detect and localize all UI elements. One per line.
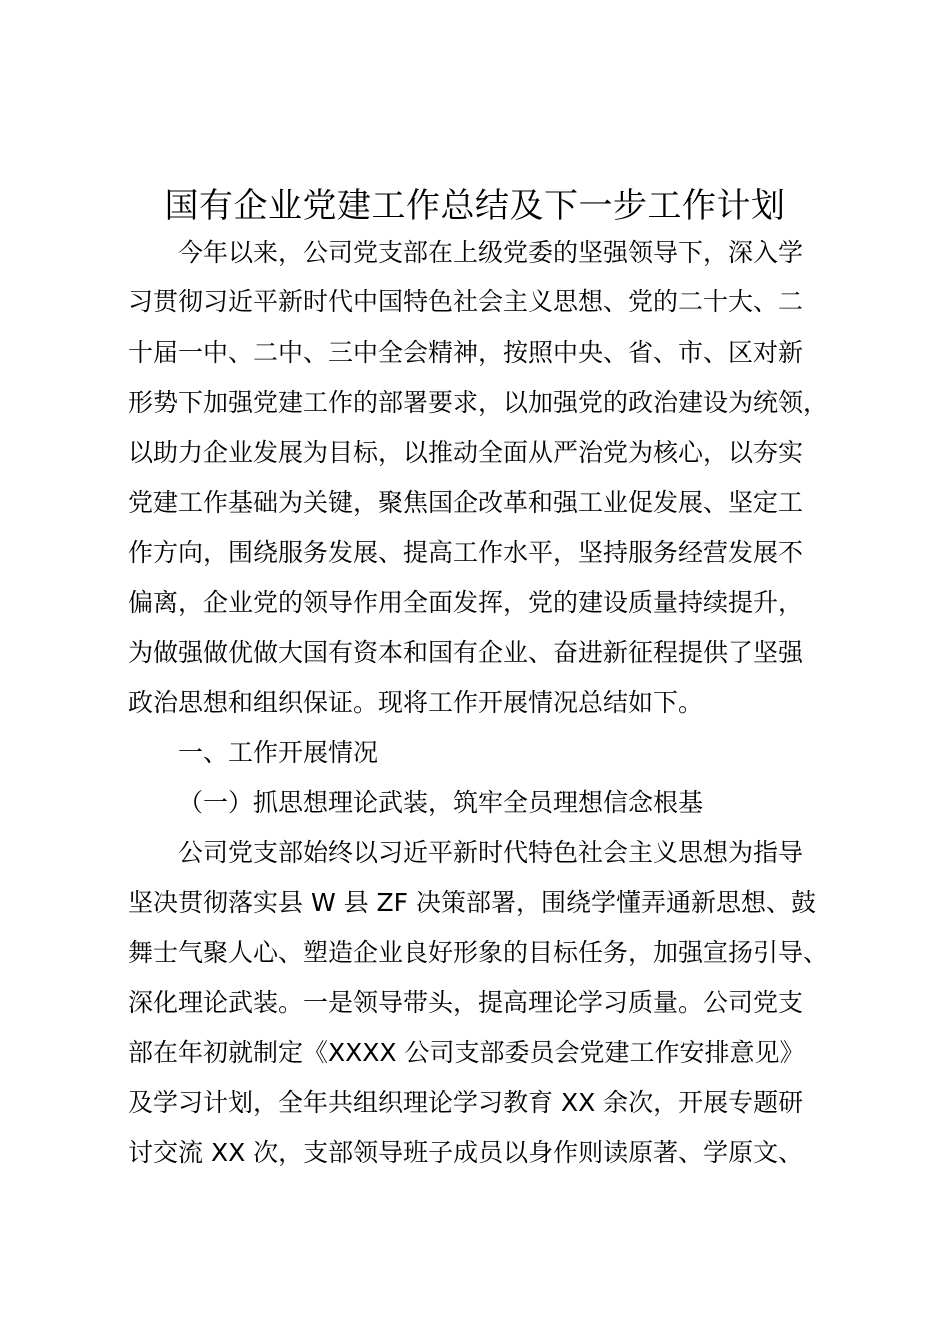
body-line: 偏离，企业党的领导作用全面发挥，党的建设质量持续提升， <box>128 588 804 617</box>
body-line: 为做强做优做大国有资本和国有企业、奋进新征程提供了坚强 <box>128 638 804 667</box>
body-line: 以助力企业发展为目标，以推动全面从严治党为核心，以夯实 <box>128 438 804 467</box>
body-line: 讨交流 XX 次，支部领导班子成员以身作则读原著、学原文、 <box>128 1138 804 1167</box>
body-line: 部在年初就制定《XXXX 公司支部委员会党建工作安排意见》 <box>128 1038 805 1067</box>
body-line: 习贯彻习近平新时代中国特色社会主义思想、党的二十大、二 <box>128 287 804 316</box>
document-title: 国有企业党建工作总结及下一步工作计划 <box>164 186 786 226</box>
body-line: 政治思想和组织保证。现将工作开展情况总结如下。 <box>128 688 704 717</box>
body-line: 舞士气聚人心、塑造企业良好形象的目标任务，加强宣扬引导、 <box>128 938 829 967</box>
body-line: 党建工作基础为关键，聚焦国企改革和强工业促发展、坚定工 <box>128 488 804 517</box>
body-line: 作方向，围绕服务发展、提高工作水平，坚持服务经营发展不 <box>128 538 804 567</box>
body-line: 深化理论武装。一是领导带头，提高理论学习质量。公司党支 <box>128 988 804 1017</box>
body-line: 坚决贯彻落实县 W 县 ZF 决策部署，围绕学懂弄通新思想、鼓 <box>128 888 817 917</box>
section-heading: 一、工作开展情况 <box>178 738 379 767</box>
subsection-heading: （一）抓思想理论武装，筑牢全员理想信念根基 <box>178 788 704 817</box>
body-line: 及学习计划，全年共组织理论学习教育 XX 余次，开展专题研 <box>128 1088 804 1117</box>
body-line: 今年以来，公司党支部在上级党委的坚强领导下，深入学 <box>178 238 804 267</box>
body-line: 十届一中、二中、三中全会精神，按照中央、省、市、区对新 <box>128 338 804 367</box>
body-line: 公司党支部始终以习近平新时代特色社会主义思想为指导 <box>178 838 804 867</box>
body-line: 形势下加强党建工作的部署要求，以加强党的政治建设为统领， <box>128 388 829 417</box>
